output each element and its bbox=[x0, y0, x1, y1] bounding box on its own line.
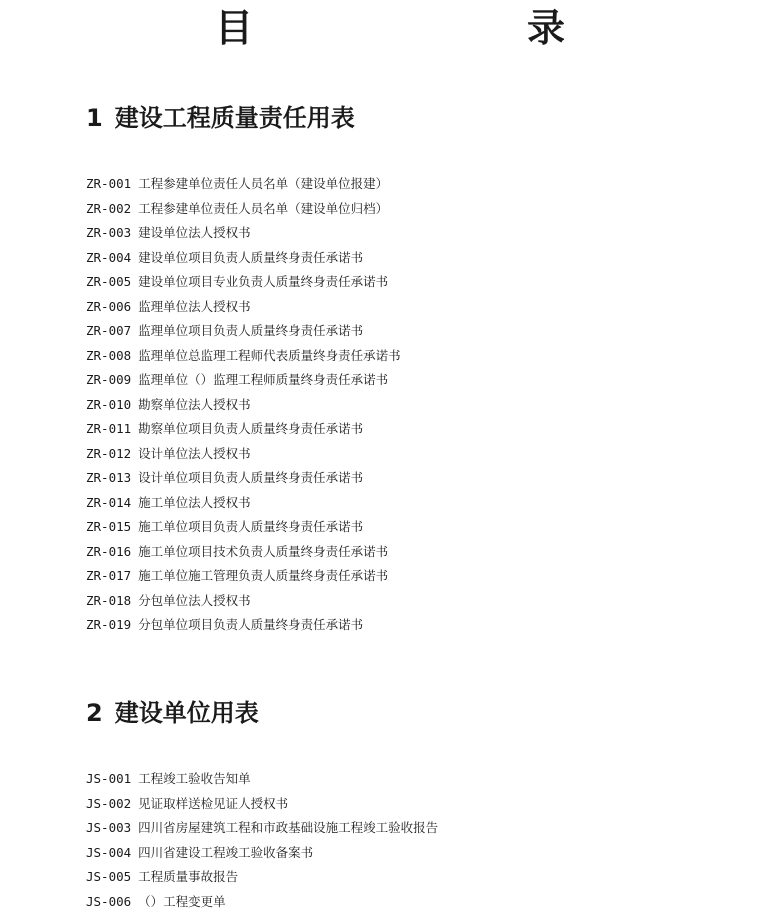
section-heading bbox=[86, 102, 355, 134]
form-name: 建设单位项目负责人质量终身责任承诺书 bbox=[138, 249, 364, 265]
toc-entry[interactable] bbox=[86, 319, 401, 344]
toc-entry[interactable] bbox=[86, 515, 401, 540]
toc-entry[interactable] bbox=[86, 393, 401, 418]
form-code: ZR-002 bbox=[86, 200, 132, 216]
form-code: ZR-011 bbox=[86, 421, 132, 436]
form-name: 工程参建单位责任人员名单（建设单位归档） bbox=[138, 200, 389, 216]
form-name: 施工单位法人授权书 bbox=[138, 494, 251, 510]
form-name: 设计单位法人授权书 bbox=[138, 445, 251, 461]
toc-entry[interactable] bbox=[86, 792, 438, 817]
form-name: 工程质量事故报告 bbox=[138, 869, 239, 884]
form-code: ZR-019 bbox=[86, 617, 132, 632]
form-name: 工程竣工验收告知单 bbox=[138, 771, 251, 786]
form-code: JS-006 bbox=[86, 893, 132, 909]
form-code: ZR-013 bbox=[86, 470, 132, 485]
toc-entry[interactable] bbox=[86, 816, 438, 841]
form-code: ZR-008 bbox=[86, 347, 132, 363]
form-name: 工程参建单位责任人员名单（建设单位报建） bbox=[138, 176, 389, 191]
form-code: ZR-004 bbox=[86, 249, 132, 265]
toc-entry[interactable] bbox=[86, 540, 401, 565]
form-name: 勘察单位法人授权书 bbox=[138, 396, 251, 412]
section-heading bbox=[86, 697, 259, 729]
form-code: JS-004 bbox=[86, 844, 132, 860]
form-name: 监理单位总监理工程师代表质量终身责任承诺书 bbox=[138, 347, 401, 363]
form-code: ZR-012 bbox=[86, 445, 132, 461]
form-code: ZR-015 bbox=[86, 519, 132, 534]
section-title: 建设单位用表 bbox=[114, 699, 259, 727]
form-code: ZR-009 bbox=[86, 372, 132, 387]
form-code: JS-003 bbox=[86, 820, 132, 835]
form-name: 施工单位项目技术负责人质量终身责任承诺书 bbox=[138, 543, 389, 559]
form-name: 四川省建设工程竣工验收备案书 bbox=[138, 844, 314, 860]
form-code: ZR-005 bbox=[86, 274, 132, 289]
form-code: ZR-001 bbox=[86, 176, 132, 191]
form-name: 分包单位法人授权书 bbox=[138, 592, 251, 608]
toc-entry[interactable] bbox=[86, 246, 401, 271]
form-name: 勘察单位项目负责人质量终身责任承诺书 bbox=[138, 421, 364, 436]
form-code: JS-005 bbox=[86, 869, 132, 884]
form-code: JS-002 bbox=[86, 795, 132, 811]
toc-entry[interactable] bbox=[86, 368, 401, 393]
toc-entry[interactable] bbox=[86, 344, 401, 369]
form-code: ZR-010 bbox=[86, 396, 132, 412]
toc-entry[interactable] bbox=[86, 890, 438, 915]
form-name: 四川省房屋建筑工程和市政基础设施工程竣工验收报告 bbox=[138, 820, 439, 835]
toc-entry[interactable] bbox=[86, 221, 401, 246]
form-code: ZR-018 bbox=[86, 592, 132, 608]
form-name: （）工程变更单 bbox=[138, 893, 226, 909]
form-name: 分包单位项目负责人质量终身责任承诺书 bbox=[138, 617, 364, 632]
form-code: ZR-003 bbox=[86, 225, 132, 240]
form-name: 监理单位（）监理工程师质量终身责任承诺书 bbox=[138, 372, 389, 387]
form-code: ZR-006 bbox=[86, 298, 132, 314]
form-code: ZR-014 bbox=[86, 494, 132, 510]
toc-entry[interactable] bbox=[86, 767, 438, 792]
page-title: 目 录 bbox=[214, 6, 683, 50]
toc-list bbox=[86, 172, 401, 638]
form-code: ZR-017 bbox=[86, 568, 132, 583]
section-number: 1 bbox=[86, 104, 103, 132]
toc-entry[interactable] bbox=[86, 172, 401, 197]
toc-entry[interactable] bbox=[86, 417, 401, 442]
toc-entry[interactable] bbox=[86, 865, 438, 890]
toc-list bbox=[86, 767, 438, 914]
section-title: 建设工程质量责任用表 bbox=[114, 104, 355, 132]
toc-entry[interactable] bbox=[86, 491, 401, 516]
toc-entry[interactable] bbox=[86, 613, 401, 638]
form-code: ZR-016 bbox=[86, 543, 132, 559]
form-name: 设计单位项目负责人质量终身责任承诺书 bbox=[138, 470, 364, 485]
form-name: 施工单位项目负责人质量终身责任承诺书 bbox=[138, 519, 364, 534]
form-name: 施工单位施工管理负责人质量终身责任承诺书 bbox=[138, 568, 389, 583]
toc-entry[interactable] bbox=[86, 841, 438, 866]
form-name: 见证取样送检见证人授权书 bbox=[138, 795, 289, 811]
form-name: 建设单位法人授权书 bbox=[138, 225, 251, 240]
toc-entry[interactable] bbox=[86, 442, 401, 467]
form-name: 监理单位项目负责人质量终身责任承诺书 bbox=[138, 323, 364, 338]
form-name: 监理单位法人授权书 bbox=[138, 298, 251, 314]
section-number: 2 bbox=[86, 699, 103, 727]
toc-entry[interactable] bbox=[86, 466, 401, 491]
toc-entry[interactable] bbox=[86, 197, 401, 222]
form-code: ZR-007 bbox=[86, 323, 132, 338]
form-name: 建设单位项目专业负责人质量终身责任承诺书 bbox=[138, 274, 389, 289]
form-code: JS-001 bbox=[86, 771, 132, 786]
toc-entry[interactable] bbox=[86, 589, 401, 614]
toc-entry[interactable] bbox=[86, 295, 401, 320]
toc-entry[interactable] bbox=[86, 270, 401, 295]
toc-entry[interactable] bbox=[86, 564, 401, 589]
